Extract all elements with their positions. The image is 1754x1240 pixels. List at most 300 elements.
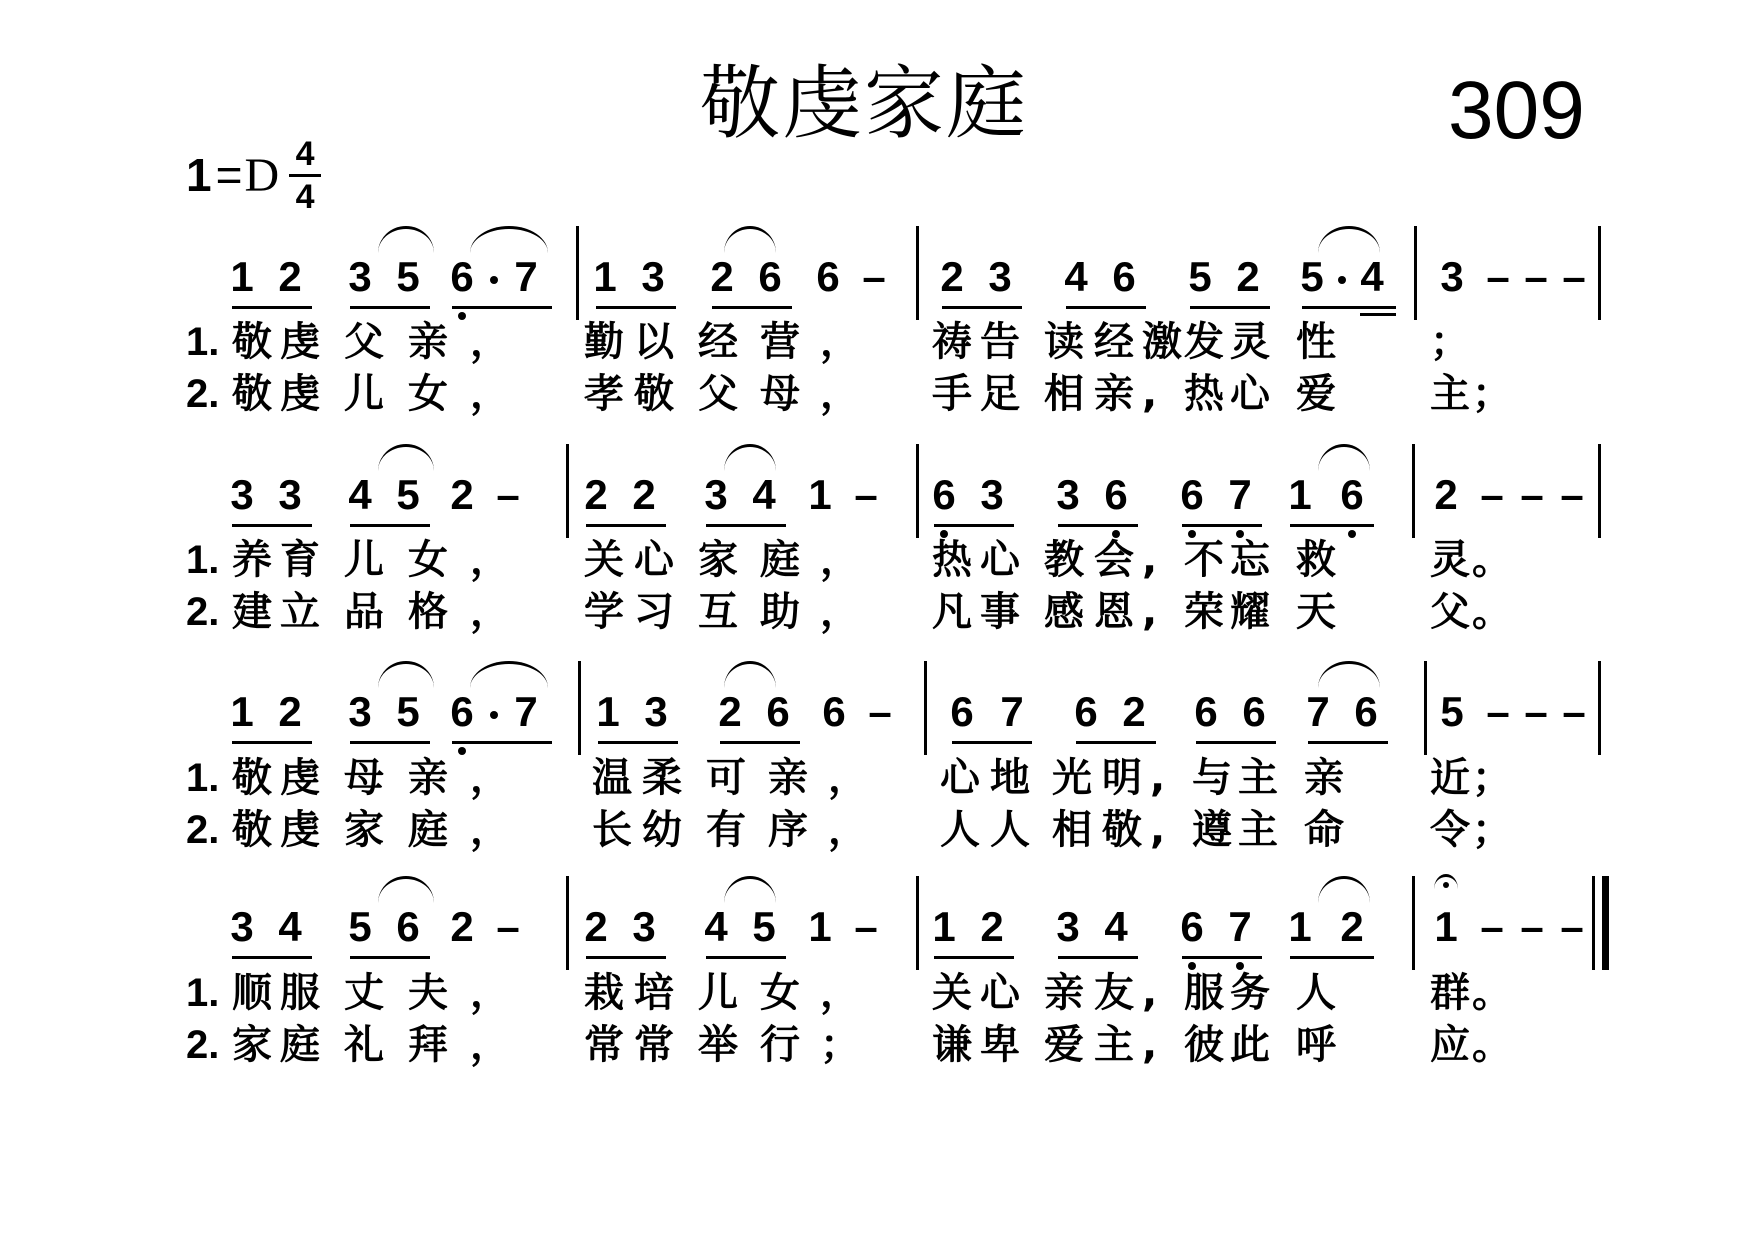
lyric-char: 女: [760, 970, 800, 1016]
lyric-char: 。: [1472, 537, 1512, 583]
note: 5: [396, 253, 420, 300]
lyric-char: ，: [828, 755, 868, 801]
note: 3: [230, 903, 254, 950]
lyric-char: 习: [634, 589, 674, 635]
lyric-line-verse1: [0, 318, 1754, 366]
note: 3: [988, 253, 1012, 300]
note: 3: [348, 688, 372, 735]
note: 4: [704, 903, 728, 950]
note: 4: [1104, 903, 1128, 950]
lyric-char: ，: [470, 589, 510, 635]
lyric-char: 家: [698, 537, 738, 583]
lyric-char: 性: [1296, 319, 1336, 365]
lyric-char: 告: [980, 319, 1020, 365]
lyric-char: 热: [1184, 371, 1224, 417]
bar-line: [1414, 226, 1417, 320]
beam: [598, 741, 678, 744]
lyric-char: 与: [1192, 755, 1232, 801]
time-top: 4: [295, 134, 315, 173]
beam: [350, 306, 430, 309]
lyric-char: ，: [470, 1022, 510, 1068]
note: 5: [396, 471, 420, 518]
lyric-char: ,: [1142, 371, 1158, 417]
lyric-char: 灵: [1230, 319, 1270, 365]
note: 7: [1228, 903, 1252, 950]
lyric-char: 群: [1430, 970, 1470, 1016]
lyric-line-verse2: [0, 1021, 1754, 1069]
lyric-char: 女: [408, 371, 448, 417]
lyric-char: ,: [1150, 807, 1166, 853]
lyric-char: 手: [932, 371, 972, 417]
lyric-char: 经: [1094, 319, 1134, 365]
key-tonic: 1: [186, 149, 212, 201]
lyric-char: 关: [584, 537, 624, 583]
lyric-char: ,: [1142, 589, 1158, 635]
lyric-char: 助: [760, 589, 800, 635]
verse-number: 1.: [186, 756, 220, 800]
lyric-char: 卑: [980, 1022, 1020, 1068]
lyric-char: 教: [1044, 537, 1084, 583]
lyric-char: 儿: [344, 537, 384, 583]
lyric-char: 激: [1142, 319, 1182, 365]
lyric-char: 庭: [760, 537, 800, 583]
note: 6: [766, 688, 790, 735]
lyric-char: 凡: [932, 589, 972, 635]
lyric-char: 务: [1230, 970, 1270, 1016]
bar-line: [1424, 661, 1427, 755]
note: 3: [641, 253, 665, 300]
beam: [232, 741, 312, 744]
key-letter: D: [244, 148, 280, 202]
lyric-char: 会: [1094, 537, 1134, 583]
lyric-char: 品: [344, 589, 384, 635]
lyric-char: ,: [1142, 1022, 1158, 1068]
lyric-char: 主: [1430, 371, 1470, 417]
note: 5: [752, 903, 776, 950]
note: 6: [396, 903, 420, 950]
dash-extension: –: [496, 903, 520, 950]
augmentation-dot: [1338, 276, 1346, 284]
bar-line: [916, 876, 919, 970]
beam: [1196, 741, 1276, 744]
lyric-char: 服: [280, 970, 320, 1016]
lyric-char: ,: [1150, 755, 1166, 801]
lyric-char: 虔: [280, 755, 320, 801]
lyric-char: 庭: [408, 807, 448, 853]
note: 2: [450, 471, 474, 518]
lyric-char: 育: [280, 537, 320, 583]
lyric-char: 互: [698, 589, 738, 635]
note: 3: [1056, 471, 1080, 518]
beam: [1066, 306, 1146, 309]
lyric-line-verse2: [0, 588, 1754, 636]
note: 6: [822, 688, 846, 735]
time-signature: [289, 134, 321, 216]
augmentation-dot: [490, 711, 498, 719]
note: 6: [932, 471, 956, 518]
note: 1: [1288, 903, 1312, 950]
lyric-char: 敬: [232, 755, 272, 801]
lyric-char: 主: [1238, 807, 1278, 853]
lyric-char: 关: [932, 970, 972, 1016]
verse-number: 2.: [186, 372, 220, 416]
beam: [350, 524, 430, 527]
lyric-char: 心: [980, 970, 1020, 1016]
dash-extension: –: [1524, 253, 1548, 300]
lyric-char: ，: [470, 807, 510, 853]
lyric-char: 爱: [1296, 371, 1336, 417]
note: 3: [230, 471, 254, 518]
verse-number: 1.: [186, 971, 220, 1015]
dash-extension: –: [1486, 688, 1510, 735]
lyric-char: 心: [634, 537, 674, 583]
lyric-char: 亲: [408, 319, 448, 365]
hymn-title: 敬虔家庭: [700, 57, 1028, 150]
lyric-char: 培: [634, 970, 674, 1016]
dash-extension: –: [496, 471, 520, 518]
lyric-char: 柔: [642, 755, 682, 801]
lyric-char: 亲: [1044, 970, 1084, 1016]
lyric-char: 家: [344, 807, 384, 853]
time-divider: [289, 174, 321, 177]
dash-extension: –: [868, 688, 892, 735]
lyric-char: 学: [584, 589, 624, 635]
lyric-char: 以: [634, 319, 674, 365]
beam: [452, 741, 552, 744]
note: 6: [758, 253, 782, 300]
lyric-char: 虔: [280, 807, 320, 853]
beam: [712, 306, 792, 309]
lyric-char: 服: [1184, 970, 1224, 1016]
lyric-char: 庭: [280, 1022, 320, 1068]
lyric-char: 地: [990, 755, 1030, 801]
note: 2: [632, 471, 656, 518]
lyric-char: 行: [760, 1022, 800, 1068]
lyric-char: 幼: [642, 807, 682, 853]
lyric-line-verse2: [0, 806, 1754, 854]
lyric-char: 事: [980, 589, 1020, 635]
lyric-char: 亲: [1304, 755, 1344, 801]
lyric-char: ；: [1472, 755, 1512, 801]
verse-number: 2.: [186, 590, 220, 634]
lyric-char: 可: [706, 755, 746, 801]
lyric-char: 人: [990, 807, 1030, 853]
note: 2: [278, 688, 302, 735]
lyric-char: ；: [1430, 319, 1470, 365]
note: 5: [1188, 253, 1212, 300]
lyric-char: 长: [592, 807, 632, 853]
note: 6: [1194, 688, 1218, 735]
note: 4: [1064, 253, 1088, 300]
lyric-char: 有: [706, 807, 746, 853]
bar-line: [1598, 661, 1601, 755]
lyric-char: 孝: [584, 371, 624, 417]
lyric-char: 序: [768, 807, 808, 853]
lyric-char: 天: [1296, 589, 1336, 635]
lyric-char: 虔: [280, 319, 320, 365]
lyric-char: ；: [820, 1022, 860, 1068]
note: 2: [1434, 471, 1458, 518]
note: 6: [1112, 253, 1136, 300]
lyric-char: 近: [1430, 755, 1470, 801]
note: 3: [278, 471, 302, 518]
lyric-char: 忘: [1230, 537, 1270, 583]
lyric-char: 敬: [232, 319, 272, 365]
lyric-char: 经: [698, 319, 738, 365]
dash-extension: –: [862, 253, 886, 300]
lyric-char: 谦: [932, 1022, 972, 1068]
note: 6: [816, 253, 840, 300]
note: 2: [710, 253, 734, 300]
note: 5: [1440, 688, 1464, 735]
lyric-char: 相: [1044, 371, 1084, 417]
bar-line: [1412, 876, 1415, 970]
lyric-char: 爱: [1044, 1022, 1084, 1068]
lyric-char: 发: [1184, 319, 1224, 365]
note: 4: [278, 903, 302, 950]
note: 4: [1360, 253, 1384, 300]
lyric-char: 亲: [768, 755, 808, 801]
note: 5: [348, 903, 372, 950]
lyric-char: 感: [1044, 589, 1084, 635]
note: 2: [980, 903, 1004, 950]
dash-extension: –: [1480, 471, 1504, 518]
slur: [724, 226, 776, 253]
beam: [232, 956, 312, 959]
beam: [586, 956, 666, 959]
note: 1: [1434, 903, 1458, 950]
lyric-char: 亲: [1094, 371, 1134, 417]
beam: [720, 741, 800, 744]
lyric-char: ,: [1142, 970, 1158, 1016]
bar-line: [1598, 444, 1601, 538]
beam: [1058, 524, 1138, 527]
note: 6: [450, 253, 474, 300]
lyric-char: ，: [470, 319, 510, 365]
beam: [586, 524, 666, 527]
beam: [1308, 741, 1388, 744]
augmentation-dot: [490, 276, 498, 284]
bar-line: [578, 661, 581, 755]
note: 2: [584, 471, 608, 518]
lyric-char: 心: [980, 537, 1020, 583]
verse-number: 2.: [186, 808, 220, 852]
note: 7: [1228, 471, 1252, 518]
note: 1: [808, 903, 832, 950]
lyric-char: 。: [1472, 589, 1512, 635]
lyric-char: 心: [1230, 371, 1270, 417]
note: 3: [632, 903, 656, 950]
lyric-line-verse2: [0, 370, 1754, 418]
lyric-char: 丈: [344, 970, 384, 1016]
lyric-char: 人: [940, 807, 980, 853]
lyric-char: 勤: [584, 319, 624, 365]
lyric-char: 儿: [344, 371, 384, 417]
dash-extension: –: [1480, 903, 1504, 950]
lyric-char: 救: [1296, 537, 1336, 583]
lyric-char: 遵: [1192, 807, 1232, 853]
note: 1: [932, 903, 956, 950]
note: 6: [1354, 688, 1378, 735]
note: 2: [1340, 903, 1364, 950]
verse-number: 2.: [186, 1023, 220, 1067]
lyric-char: 顺: [232, 970, 272, 1016]
lyric-char: 礼: [344, 1022, 384, 1068]
note: 2: [718, 688, 742, 735]
slur: [1318, 226, 1380, 253]
lyric-char: 灵: [1430, 537, 1470, 583]
lyric-line-verse1: [0, 969, 1754, 1017]
lyric-char: 荣: [1184, 589, 1224, 635]
lyric-char: 营: [760, 319, 800, 365]
note: 3: [1440, 253, 1464, 300]
note: 1: [230, 688, 254, 735]
lyric-char: 应: [1430, 1022, 1470, 1068]
lyric-char: 人: [1296, 970, 1336, 1016]
key-signature: [186, 134, 321, 216]
beam: [350, 956, 430, 959]
verse-number: 1.: [186, 538, 220, 582]
lyric-char: 敬: [634, 371, 674, 417]
lyric-char: 虔: [280, 371, 320, 417]
note: 3: [644, 688, 668, 735]
lyric-char: ，: [828, 807, 868, 853]
dash-extension: –: [1562, 688, 1586, 735]
note: 6: [450, 688, 474, 735]
note: 1: [808, 471, 832, 518]
note: 2: [1236, 253, 1260, 300]
beam: [942, 306, 1022, 309]
lyric-char: 家: [232, 1022, 272, 1068]
bar-line: [576, 226, 579, 320]
note: 3: [348, 253, 372, 300]
beam: [1182, 524, 1262, 527]
lyric-char: 命: [1304, 807, 1344, 853]
dash-extension: –: [854, 903, 878, 950]
bar-line: [916, 226, 919, 320]
slur: [378, 226, 434, 253]
lyric-char: 亲: [408, 755, 448, 801]
lyric-char: 读: [1044, 319, 1084, 365]
lyric-char: ，: [470, 537, 510, 583]
lyric-char: 温: [592, 755, 632, 801]
lyric-char: 令: [1430, 807, 1470, 853]
note: 7: [1306, 688, 1330, 735]
lyric-char: 相: [1052, 807, 1092, 853]
lyric-char: 光: [1052, 755, 1092, 801]
lyric-char: 祷: [932, 319, 972, 365]
lyric-char: 夫: [408, 970, 448, 1016]
beam: [452, 306, 552, 309]
fermata-dot: [1443, 882, 1449, 888]
lyric-char: ，: [470, 970, 510, 1016]
lyric-char: ，: [470, 371, 510, 417]
lyric-char: 主: [1238, 755, 1278, 801]
dash-extension: –: [854, 471, 878, 518]
lyric-char: 建: [232, 589, 272, 635]
note: 4: [752, 471, 776, 518]
double-beam: [1360, 313, 1396, 316]
lyric-char: 敬: [232, 807, 272, 853]
lyric-char: ；: [1472, 807, 1512, 853]
lyric-char: 举: [698, 1022, 738, 1068]
note: 3: [980, 471, 1004, 518]
beam: [1290, 524, 1374, 527]
lyric-char: 栽: [584, 970, 624, 1016]
lyric-char: 父: [698, 371, 738, 417]
lyric-char: 敬: [232, 371, 272, 417]
beam: [1190, 306, 1270, 309]
note: 7: [514, 688, 538, 735]
lyric-char: 立: [280, 589, 320, 635]
note: 1: [593, 253, 617, 300]
beam: [232, 524, 312, 527]
dash-extension: –: [1562, 253, 1586, 300]
lyric-char: 拜: [408, 1022, 448, 1068]
beam: [934, 524, 1014, 527]
lyric-char: 耀: [1230, 589, 1270, 635]
bar-line: [566, 876, 569, 970]
final-bar-line: [1602, 876, 1609, 970]
lyric-char: 。: [1472, 1022, 1512, 1068]
lyric-char: 养: [232, 537, 272, 583]
lyric-char: ，: [820, 970, 860, 1016]
lyric-line-verse1: [0, 536, 1754, 584]
note: 6: [1104, 471, 1128, 518]
dash-extension: –: [1560, 471, 1584, 518]
lyric-char: ，: [820, 371, 860, 417]
lyric-char: 恩: [1094, 589, 1134, 635]
lyric-char: 常: [634, 1022, 674, 1068]
note: 3: [1056, 903, 1080, 950]
lyric-char: ,: [1142, 537, 1158, 583]
lyric-char: 友: [1094, 970, 1134, 1016]
lyric-char: 主: [1094, 1022, 1134, 1068]
note: 5: [396, 688, 420, 735]
dash-extension: –: [1560, 903, 1584, 950]
note: 2: [450, 903, 474, 950]
beam: [706, 524, 786, 527]
note: 2: [1122, 688, 1146, 735]
lyric-char: 格: [408, 589, 448, 635]
lyric-char: 女: [408, 537, 448, 583]
final-bar-line: [1592, 876, 1595, 970]
note: 7: [514, 253, 538, 300]
lyric-char: 此: [1230, 1022, 1270, 1068]
dash-extension: –: [1520, 471, 1544, 518]
beam: [706, 956, 786, 959]
lyric-char: 母: [344, 755, 384, 801]
lyric-char: 不: [1184, 537, 1224, 583]
lyric-char: 心: [940, 755, 980, 801]
beam: [232, 306, 312, 309]
bar-line: [1412, 444, 1415, 538]
lyric-char: 。: [1472, 970, 1512, 1016]
lyric-char: 呼: [1296, 1022, 1336, 1068]
lyric-char: 热: [932, 537, 972, 583]
lyric-char: 母: [760, 371, 800, 417]
beam: [1076, 741, 1156, 744]
bar-line: [924, 661, 927, 755]
note: 6: [950, 688, 974, 735]
lyric-char: 常: [584, 1022, 624, 1068]
bar-line: [566, 444, 569, 538]
lyric-char: 儿: [698, 970, 738, 1016]
lyric-char: 父: [1430, 589, 1470, 635]
dash-extension: –: [1520, 903, 1544, 950]
slur: [470, 226, 548, 253]
beam: [952, 741, 1032, 744]
